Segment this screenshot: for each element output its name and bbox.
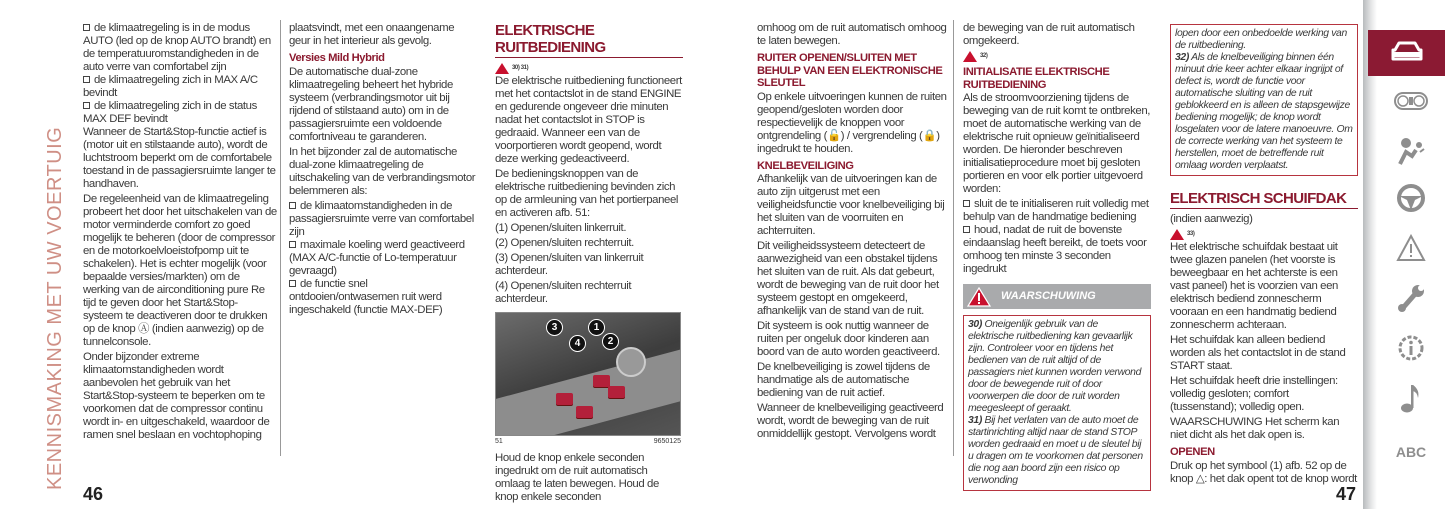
index-icon: ABC — [1395, 444, 1427, 460]
paragraph: Het schuifdak heeft drie instellingen: volledig gesloten; comfort (tussenstand); volledig open. — [1170, 375, 1338, 413]
bullet-item — [289, 239, 477, 278]
paragraph: Dit systeem is ook nuttig wanneer de ruiten per ongeluk door kinderen aan boord van de auto worden geactiveerd. — [757, 320, 940, 359]
callout-2: 2 — [602, 333, 619, 350]
subheading: RUITER OPENEN/SLUITEN MET BEHULP VAN EEN ELEKTRONISCHE SLEUTEL — [757, 52, 943, 90]
checkbox-bullet-icon — [83, 102, 90, 109]
warning-triangle-icon — [495, 63, 509, 74]
paragraph: plaatsvindt, met een onaangename geur in het interieur als gevolg. — [289, 22, 455, 47]
note-number: 32) — [1175, 52, 1189, 63]
warning-triangle-icon — [1170, 229, 1184, 240]
callout-3: 3 — [546, 319, 563, 336]
section-title: KENNISMAKING MET UW VOERTUIG — [44, 126, 66, 490]
sidebar-nav-item[interactable] — [1377, 88, 1445, 118]
warning-note — [968, 415, 1146, 487]
figure-window-controls — [495, 312, 681, 436]
warning-triangle-icon — [967, 287, 991, 311]
warning-title: WAARSCHUWING — [1001, 290, 1096, 303]
paragraph: (indien aanwezig) — [1170, 213, 1253, 225]
car-icon — [1390, 40, 1424, 67]
warning-notes-box — [963, 315, 1151, 491]
sidebar-nav-item[interactable] — [1377, 180, 1445, 220]
paragraph: WAARSCHUWING Het scherm kan niet dicht als het dak open is. — [1170, 416, 1340, 441]
paragraph: Onder bijzonder extreme klimaatomstandigheden wordt aanbevolen het gebruik van het Start&Stop-systeem te beperken om te voorkomen dat de compressor continu wordt in- en uitgeschakeld, waardoor de ramen snel beslaan en vochtophoping — [83, 351, 270, 441]
sidebar-nav-item[interactable] — [1377, 437, 1445, 467]
paragraph: Druk op het symbool (1) afb. 52 op de knop △: het dak opent tot de knop wordt — [1170, 459, 1357, 485]
bullet-item — [83, 100, 277, 126]
paragraph: Dit veiligheidssysteem detecteert de aanwezigheid van een obstakel tijdens het sluiten van de ruit. Als dat gebeurt, wordt de beweging van de ruit door het systeem gestopt en omgekeerd, afhankelijk van de stand van de ruit. — [757, 240, 939, 318]
paragraph: Wanneer de Start&Stop-functie actief is (motor uit en stilstaande auto), wordt de luchtstroom beperkt om de comfortabele toestand in de passagiersruimte langer te handhaven. — [83, 126, 276, 190]
warning-reference — [1170, 228, 1358, 240]
column-4-text — [757, 22, 951, 441]
wrench-icon — [1396, 283, 1426, 318]
column-6 — [1170, 24, 1358, 488]
paragraph: Het schuifdak kan alleen bediend worden als het contactslot in de stand START staat. — [1170, 334, 1346, 372]
subheading: INITIALISATIE ELEKTRISCHE RUITBEDIENING — [963, 66, 1110, 91]
page-number-right: 47 — [1336, 484, 1357, 504]
sidebar-nav-item[interactable] — [1368, 30, 1445, 76]
note-text: Bij het verlaten van de auto moet de startinrichting altijd naar de stand STOP worden gedraaid en moet u de sleutel bij u dragen om te voorkomen dat personen die nog aan boord zijn een risico op verwonding — [968, 415, 1143, 487]
column-3-text — [495, 22, 683, 306]
paragraph: de beweging van de ruit automatisch omgekeerd. — [963, 22, 1135, 47]
column-1 — [83, 22, 277, 444]
bullet-item — [289, 200, 477, 239]
paragraph: Afhankelijk van de uitvoeringen kan de auto zijn uitgerust met een veiligheidsfunctie voor knelbeveiliging bij het sluiten van de voorruiten en achterruiten. — [757, 173, 945, 238]
bullet-text: de klimaatregeling zich in MAX A/C bevindt — [83, 74, 258, 99]
sidebar-nav-item[interactable] — [1377, 280, 1445, 320]
callout-1: 1 — [588, 319, 605, 336]
column-divider — [953, 20, 954, 456]
note-text: Oneigenlijk gebruik van de elektrische ruitbediening kan gevaarlijk zijn. Controleer voor en tijdens het bedienen van de ruit altijd of de passagiers niet kunnen worden verwond door de bewegende ruit of door voorwerpen die door de ruit worden meegesleept of geraakt. — [968, 319, 1142, 415]
warning-notes-box-continued — [1170, 24, 1358, 176]
paragraph: De knelbeveiliging is zowel tijdens de handmatige als de automatische bediening van de ruit actief. — [757, 361, 930, 400]
bullet-item — [963, 198, 1151, 224]
bullet-item — [83, 22, 277, 74]
paragraph: Wanneer de knelbeveiliging geactiveerd wordt, wordt de beweging van de ruit onmiddellijk gestopt. Vervolgens wordt — [757, 402, 944, 441]
checkbox-bullet-icon — [289, 241, 296, 248]
column-3 — [495, 22, 683, 506]
bullet-text: houd, nadat de ruit de bovenste eindaanslag heeft bereikt, de toets voor omhoog ten minste 3 seconden ingedrukt — [963, 224, 1147, 276]
paragraph: De regeleenheid van de klimaatregeling probeert het door het uitschakelen van de motor verminderde comfort zo goed mogelijk te beheren (door de compressor en de motorkoelvloeistofpomp uit te schakelen). Het is echter mogelijk (voor bepaalde versies/markten) om de werking van de airconditioning pure Re tijd te geven door het Start&Stop-systeem te deactiveren door te drukken op de knop Ⓐ (indien aanwezig) op de tunnelconsole. — [83, 193, 277, 348]
column-divider — [280, 20, 281, 456]
warning-reference-number[interactable]: 32) — [980, 52, 988, 59]
paragraph: (3) Openen/sluiten van linkerruit achterdeur. — [495, 252, 644, 277]
music-note-icon — [1398, 382, 1424, 419]
paragraph: Als de stroomvoorziening tijdens de beweging van de ruit komt te ontbreken, moet de automatische werking van de elektrische ruit opnieuw geïnitialiseerd worden. De hieronder beschreven initialisatieprocedure moet bij gesloten portieren en voor elk portier uitgevoerd worden: — [963, 92, 1151, 196]
dashboard-gauges-icon — [1394, 91, 1428, 116]
warning-header — [963, 284, 1151, 309]
paragraph: (1) Openen/sluiten linkerruit. — [495, 222, 627, 234]
paragraph: omhoog om de ruit automatisch omhoog te laten bewegen. — [757, 22, 947, 47]
paragraph: De elektrische ruitbediening functioneert met het contactslot in de stand ENGINE en gedurende ongeveer drie minuten nadat het contactslot in STOP is gedraaid. Wanneer een van de voorportieren wordt geopend, wordt deze werking gedeactiveerd. — [495, 75, 682, 165]
airbag-icon — [1396, 136, 1426, 171]
warning-triangle-icon — [1396, 234, 1426, 267]
note-text: lopen door een onbedoelde werking van de ruitbediening. — [1175, 28, 1347, 51]
checkbox-bullet-icon — [963, 226, 970, 233]
warning-note — [1175, 28, 1353, 52]
bullet-text: de klimaatomstandigheden in de passagiersruimte verre van comfortabel zijn — [289, 199, 474, 238]
sidebar-nav-item[interactable] — [1377, 330, 1445, 370]
paragraph: (2) Openen/sluiten rechterruit. — [495, 237, 634, 249]
warning-note — [968, 319, 1146, 415]
checkbox-bullet-icon — [83, 76, 90, 83]
column-5-text — [963, 22, 1151, 276]
sidebar-rail — [1363, 0, 1377, 509]
figure-code: 9650125 — [653, 438, 681, 445]
callout-4: 4 — [569, 335, 586, 352]
warning-reference-number[interactable]: 30) 31) — [512, 64, 529, 71]
column-4 — [757, 22, 951, 443]
note-number: 30) — [968, 319, 982, 331]
subheading: Versies Mild Hybrid — [289, 52, 385, 64]
column-5 — [963, 22, 1151, 491]
paragraph: Op enkele uitvoeringen kunnen de ruiten geopend/gesloten worden door respectievelijk de knoppen voor ontgrendeling (🔓) / vergrendeling (🔒) ingedrukt te houden. — [757, 90, 947, 155]
page-number-left: 46 — [83, 484, 104, 504]
bullet-text: de functie snel ontdooien/ontwasemen ruit werd ingeschakeld (functie MAX-DEF) — [289, 277, 443, 316]
section-heading: ELEKTRISCH SCHUIFDAK — [1170, 190, 1358, 209]
steering-wheel-icon — [1396, 183, 1426, 218]
column-6-text — [1170, 190, 1358, 486]
info-gear-icon — [1396, 333, 1426, 368]
bullet-text: de klimaatregeling is in de modus AUTO (led op de knop AUTO brandt) en de temperatuuromstandigheden in de auto verre van comfortabel zijn — [83, 22, 271, 73]
subheading: KNELBEVEILIGING — [757, 159, 854, 172]
paragraph: In het bijzonder zal de automatische dual-zone klimaatregeling de uitschakeling van de verbrandingsmotor belemmeren als: — [289, 145, 476, 197]
sidebar-nav-item[interactable] — [1377, 380, 1445, 420]
bullet-item — [289, 278, 477, 317]
sidebar-nav-item[interactable] — [1377, 133, 1445, 173]
bullet-item — [83, 74, 277, 100]
paragraph: (4) Openen/sluiten rechterruit achterdeur. — [495, 280, 632, 305]
checkbox-bullet-icon — [963, 200, 970, 207]
warning-reference — [495, 62, 683, 74]
warning-reference-number[interactable]: 33) — [1187, 230, 1195, 237]
warning-note — [1175, 52, 1353, 172]
checkbox-bullet-icon — [289, 280, 296, 287]
figure-number: 51 — [495, 438, 503, 445]
bullet-item — [963, 224, 1151, 276]
note-text: Als de knelbeveiliging binnen één minuut drie keer achter elkaar ingrijpt of defect is, wordt de functie voor automatische sluiting van de ruit geblokkeerd en is alleen de stapsgewijze bediening mogelijk; de knop wordt losgelaten voor de latere manoeuvre. Om de correcte werking van het systeem te herstellen, moet de betreffende ruit omlaag worden verplaatst. — [1175, 52, 1353, 171]
paragraph: Het elektrische schuifdak bestaat uit twee glazen panelen (het voorste is beweegbaar en het achterste is een vast paneel) het is voorzien van een elektrisch bediend zonnescherm vooraan en een handmatig bediend zonnescherm achteraan. — [1170, 241, 1338, 331]
bullet-text: maximale koeling werd geactiveerd (MAX A/C-functie of Lo-temperatuur gevraagd) — [289, 238, 465, 277]
sidebar-nav-item[interactable] — [1377, 230, 1445, 270]
warning-reference — [963, 50, 1151, 62]
checkbox-bullet-icon — [83, 24, 90, 31]
subheading: OPENEN — [1170, 446, 1215, 458]
bullet-text: sluit de te initialiseren ruit volledig met behulp van de handmatige bediening — [963, 198, 1149, 224]
checkbox-bullet-icon — [289, 202, 296, 209]
paragraph: De automatische dual-zone klimaatregeling beheert het hybride systeem (verbrandingsmotor uit bij rijdend of stilstaand auto) om in de passagiersruimte een voldoende comfortniveau te garanderen. — [289, 65, 453, 143]
section-heading: ELEKTRISCHE RUITBEDIENING — [495, 22, 683, 58]
after-figure-paragraph: Houd de knop enkele seconden ingedrukt om de ruit automatisch omlaag te laten bewegen. Houd de knop enkele seconden — [495, 452, 659, 503]
note-number: 31) — [968, 415, 982, 427]
paragraph: De bedieningsknoppen van de elektrische ruitbediening bevinden zich op de armleuning van het portierpaneel en activeren afb. 51: — [495, 168, 679, 219]
bullet-text: de klimaatregeling zich in de status MAX DEF bevindt — [83, 100, 257, 125]
figure-caption — [495, 437, 681, 446]
warning-triangle-icon — [963, 51, 977, 62]
column-2 — [289, 22, 477, 317]
